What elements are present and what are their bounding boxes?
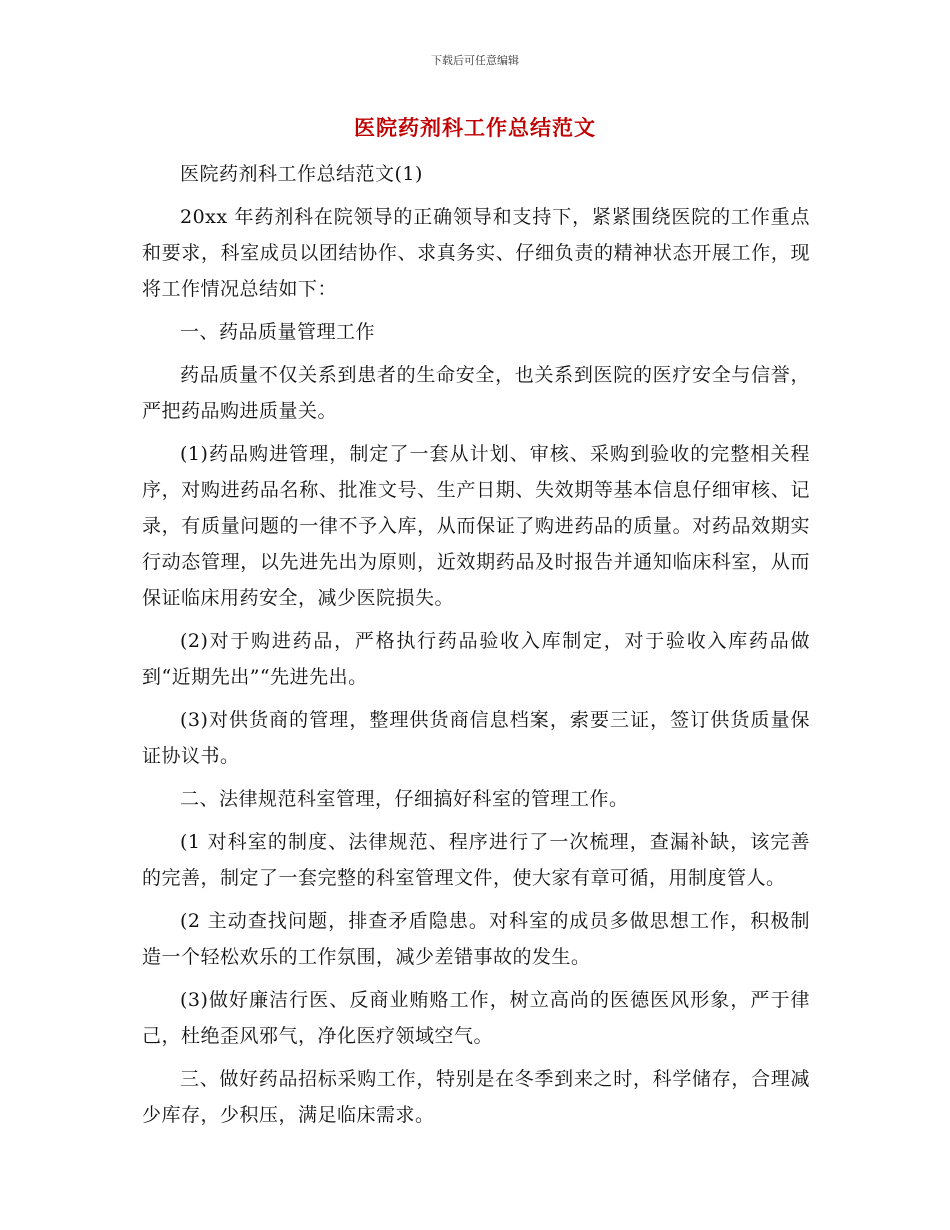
paragraph: (3)做好廉洁行医、反商业贿赂工作，树立高尚的医德医风形象，严于律己，杜绝歪风邪气，净化医疗领域空气。: [142, 989, 810, 1047]
paragraph: (2)对于购进药品，严格执行药品验收入库制定，对于验收入库药品做到“近期先出”“先进先出。: [142, 630, 810, 688]
header-note: 下载后可任意编辑: [431, 54, 519, 67]
document-title: 医院药剂科工作总结范文: [354, 115, 596, 140]
paragraph: (2 主动查找问题，排查矛盾隐患。对科室的成员多做思想工作，积极制造一个轻松欢乐的工作氛围，减少差错事故的发生。: [142, 910, 810, 968]
paragraph: (1)药品购进管理，制定了一套从计划、审核、采购到验收的完整相关程序，对购进药品名称、批准文号、生产日期、失效期等基本信息仔细审核、记录，有质量问题的一律不予入库，从而保证了购进药品的质量。对药品效期实行动态管理，以先进先出为原则，近效期药品及时报告并通知临床科室，从而保证临床用药安全，减少医院损失。: [142, 443, 810, 609]
paragraph: 20xx 年药剂科在院领导的正确领导和支持下，紧紧围绕医院的工作重点和要求，科室成员以团结协作、求真务实、仔细负责的精神状态开展工作，现将工作情况总结如下：: [142, 206, 810, 300]
section-heading: 一、药品质量管理工作: [180, 321, 376, 343]
paragraph: 医院药剂科工作总结范文(1): [180, 163, 423, 185]
paragraph: (1 对科室的制度、法律规范、程序进行了一次梳理，查漏补缺，该完善的完善，制定了一套完整的科室管理文件，使大家有章可循，用制度管人。: [142, 831, 810, 889]
document-body: [142, 156, 810, 1140]
section-heading: 三、做好药品招标采购工作，特别是在冬季到来之时，科学储存，合理减少库存，少积压，满足临床需求。: [142, 1068, 810, 1126]
section-heading: 二、法律规范科室管理，仔细搞好科室的管理工作。: [180, 788, 629, 810]
paragraph: 药品质量不仅关系到患者的生命安全，也关系到医院的医疗安全与信誉，严把药品购进质量关。: [142, 364, 810, 422]
paragraph: (3)对供货商的管理，整理供货商信息档案，索要三证，签订供货质量保证协议书。: [142, 709, 810, 767]
